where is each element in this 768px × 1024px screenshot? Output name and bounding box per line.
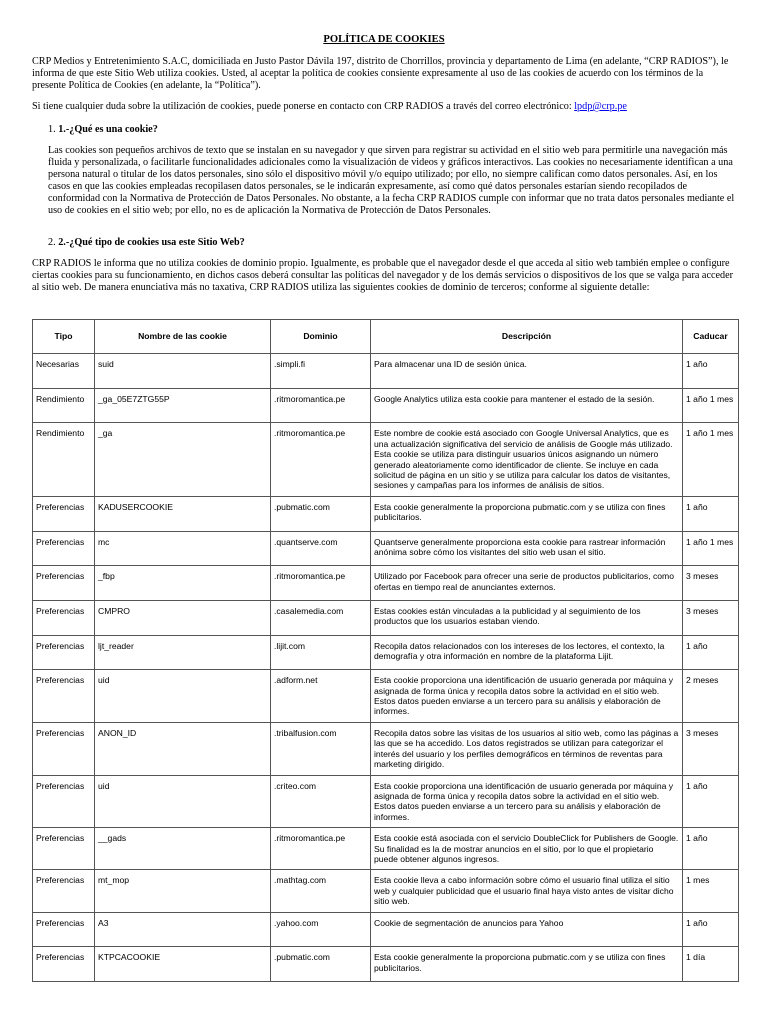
cell-dominio: .ritmoromantica.pe	[271, 423, 371, 496]
table-row	[33, 870, 739, 912]
cell-descripcion: Este nombre de cookie está asociado con Google Universal Analytics, que es una actualización significativa del servicio de análisis de Google más utilizado. Esta cookie se utiliza para distinguir usuarios únicos asignando un número generado aleatoriamente como identificador de cliente. Se incluye en cada solicitud de página en un sitio y se utiliza para calcular los datos de visitantes, sesiones y campañas para los informes de análisis de sitios.	[371, 423, 683, 496]
cell-dominio: .yahoo.com	[271, 912, 371, 947]
page-title: POLÍTICA DE COOKIES	[323, 34, 445, 45]
cell-caducar: 1 año 1 mes	[683, 423, 739, 496]
header-nombre: Nombre de las cookie	[95, 320, 271, 354]
cell-tipo: Preferencias	[33, 496, 95, 531]
cell-dominio: .pubmatic.com	[271, 496, 371, 531]
cell-nombre: ANON_ID	[95, 722, 271, 775]
cell-descripcion: Para almacenar una ID de sesión única.	[371, 354, 683, 389]
cell-tipo: Preferencias	[33, 670, 95, 723]
contact-email-link[interactable]: lpdp@crp.pe	[574, 101, 627, 112]
cell-nombre: __gads	[95, 828, 271, 870]
table-row	[33, 670, 739, 723]
table-row	[33, 496, 739, 531]
cell-nombre: KTPCACOOKIE	[95, 947, 271, 982]
cell-descripcion: Recopila datos relacionados con los intereses de los lectores, el contexto, la demografía y otra información en nombre de la plataforma Lijit.	[371, 635, 683, 670]
table-row	[33, 531, 739, 566]
section-1-title: 1.-¿Qué es una cookie?	[58, 124, 158, 135]
cell-caducar: 1 año	[683, 828, 739, 870]
cell-nombre: KADUSERCOOKIE	[95, 496, 271, 531]
cell-caducar: 3 meses	[683, 722, 739, 775]
cell-nombre: _ga	[95, 423, 271, 496]
table-row	[33, 828, 739, 870]
table-row	[33, 722, 739, 775]
cell-nombre: suid	[95, 354, 271, 389]
cell-nombre: mt_mop	[95, 870, 271, 912]
table-body	[33, 354, 739, 982]
table-row	[33, 423, 739, 496]
cell-caducar: 1 año	[683, 354, 739, 389]
cell-dominio: .criteo.com	[271, 775, 371, 828]
cell-descripcion: Esta cookie proporciona una identificación de usuario generada por máquina y asignada de forma única y recopila datos sobre la actividad en el sitio web. Estos datos pueden enviarse a un tercero para su análisis y elaboración de informes.	[371, 670, 683, 723]
section-2-body: CRP RADIOS le informa que no utiliza cookies de dominio propio. Igualmente, es probable que el navegador desde el que acceda al sitio web también emplee o configure ciertas cookies para su funcionamiento, en dichos casos deberá consultar las políticas del navegador y de los demás servicios o dispositivos de los que se valga para acceder al sitio web. De manera enunciativa más no taxativa, CRP RADIOS utiliza las siguientes cookies de dominio de terceros; conforme al siguiente detalle:	[32, 258, 734, 294]
intro-paragraph: CRP Medios y Entretenimiento S.A.C, domiciliada en Justo Pastor Dávila 197, distrito de Chorrillos, provincia y departamento de Lima (en adelante, “CRP RADIOS”), le informa de que este Sitio Web utiliza cookies. Usted, al aceptar la política de cookies consiente expresamente al uso de las cookies de acuerdo con los términos de la presente Política de Cookies (en adelante, la “Política”).	[32, 56, 729, 92]
cell-nombre: _fbp	[95, 566, 271, 601]
table-row	[33, 388, 739, 423]
cell-descripcion: Recopila datos sobre las visitas de los usuarios al sitio web, como las páginas a las que se ha accedido. Los datos registrados se utilizan para categorizar el interés del usuario y los perfiles demográficos en términos de reventas para marketing dirigido.	[371, 722, 683, 775]
cell-nombre: uid	[95, 775, 271, 828]
cell-descripcion: Esta cookie lleva a cabo información sobre cómo el usuario final utiliza el sitio web y cualquier publicidad que el usuario final haya visto antes de visitar dicho sitio web.	[371, 870, 683, 912]
cell-descripcion: Esta cookie proporciona una identificación de usuario generada por máquina y asignada de forma única y recopila datos sobre la actividad en el sitio web. Estos datos pueden enviarse a un tercero para su análisis y elaboración de informes.	[371, 775, 683, 828]
cell-caducar: 1 año	[683, 912, 739, 947]
section-1-body: Las cookies son pequeños archivos de texto que se instalan en su navegador y que sirven para registrar su actividad en el sitio web para permitirle una navegación más fluida y personalizada, o facilitarle funcionalidades adicionales como la visualización de videos y gráficos interactivos. Las cookies no necesariamente identifican a una persona natural o titular de los datos personales, sino sólo el dispositivo móvil y/o equipo utilizado; por ello, no siempre califican como datos personales. Así, en los casos en que las cookies empleadas recopilasen datos personales, se le indicarán expresamente, así como qué datos personales estarían siendo recopilados de conformidad con la Normativa de Protección de Datos Personales. No obstante, a la fecha CRP RADIOS cumple con informar que no trata datos personales mediante el uso de cookies en el sitio web; por ello, no es de aplicación la Normativa de Protección de Datos Personales.	[48, 145, 735, 217]
table-row	[33, 600, 739, 635]
cell-tipo: Preferencias	[33, 600, 95, 635]
cell-dominio: .mathtag.com	[271, 870, 371, 912]
cell-tipo: Preferencias	[33, 566, 95, 601]
cell-tipo: Preferencias	[33, 828, 95, 870]
cell-dominio: .lijit.com	[271, 635, 371, 670]
cell-caducar: 1 año 1 mes	[683, 531, 739, 566]
cell-caducar: 1 año 1 mes	[683, 388, 739, 423]
table-row	[33, 912, 739, 947]
header-descripcion: Descripción	[371, 320, 683, 354]
cell-tipo: Rendimiento	[33, 388, 95, 423]
table-row	[33, 354, 739, 389]
cell-dominio: .quantserve.com	[271, 531, 371, 566]
cell-descripcion: Esta cookie generalmente la proporciona pubmatic.com y se utiliza con fines publicitarios.	[371, 947, 683, 982]
cell-tipo: Rendimiento	[33, 423, 95, 496]
cell-dominio: .pubmatic.com	[271, 947, 371, 982]
cell-dominio: .simpli.fi	[271, 354, 371, 389]
section-2-heading	[48, 237, 245, 249]
section-1-heading	[48, 124, 158, 136]
cell-caducar: 3 meses	[683, 600, 739, 635]
cell-dominio: .adform.net	[271, 670, 371, 723]
cell-nombre: _ga_05E7ZTG55P	[95, 388, 271, 423]
cookies-table	[32, 319, 739, 982]
table-row	[33, 775, 739, 828]
cell-descripcion: Estas cookies están vinculadas a la publicidad y al seguimiento de los productos que los usuarios estaban viendo.	[371, 600, 683, 635]
table-header-row	[33, 320, 739, 354]
cell-caducar: 1 año	[683, 635, 739, 670]
cell-tipo: Preferencias	[33, 722, 95, 775]
contact-text: Si tiene cualquier duda sobre la utilización de cookies, puede ponerse en contacto con CRP RADIOS a través del correo electrónico:	[32, 101, 575, 112]
section-1-number: 1.	[48, 124, 56, 135]
cell-dominio: .casalemedia.com	[271, 600, 371, 635]
cell-nombre: CMPRO	[95, 600, 271, 635]
cell-dominio: .tribalfusion.com	[271, 722, 371, 775]
cell-dominio: .ritmoromantica.pe	[271, 566, 371, 601]
cell-dominio: .ritmoromantica.pe	[271, 388, 371, 423]
cell-tipo: Necesarias	[33, 354, 95, 389]
cell-nombre: uid	[95, 670, 271, 723]
cell-descripcion: Utilizado por Facebook para ofrecer una serie de productos publicitarios, como ofertas en tiempo real de anunciantes externos.	[371, 566, 683, 601]
cell-caducar: 3 meses	[683, 566, 739, 601]
table-row	[33, 947, 739, 982]
cell-caducar: 1 mes	[683, 870, 739, 912]
cell-nombre: mc	[95, 531, 271, 566]
cell-tipo: Preferencias	[33, 635, 95, 670]
cell-caducar: 1 año	[683, 775, 739, 828]
cell-descripcion: Quantserve generalmente proporciona esta cookie para rastrear información anónima sobre cómo los visitantes del sitio web usan el sitio.	[371, 531, 683, 566]
header-dominio: Dominio	[271, 320, 371, 354]
cell-descripcion: Esta cookie generalmente la proporciona pubmatic.com y se utiliza con fines publicitarios.	[371, 496, 683, 531]
cell-caducar: 2 meses	[683, 670, 739, 723]
cell-nombre: ljt_reader	[95, 635, 271, 670]
contact-paragraph	[32, 101, 738, 113]
cell-descripcion: Esta cookie está asociada con el servicio DoubleClick for Publishers de Google. Su finalidad es la de mostrar anuncios en el sitio, por lo que el propietario puede obtener algunos ingresos.	[371, 828, 683, 870]
cell-caducar: 1 año	[683, 496, 739, 531]
cell-tipo: Preferencias	[33, 947, 95, 982]
header-tipo: Tipo	[33, 320, 95, 354]
cell-descripcion: Google Analytics utiliza esta cookie para mantener el estado de la sesión.	[371, 388, 683, 423]
cell-tipo: Preferencias	[33, 775, 95, 828]
cell-caducar: 1 día	[683, 947, 739, 982]
cell-dominio: .ritmoromantica.pe	[271, 828, 371, 870]
cell-tipo: Preferencias	[33, 870, 95, 912]
cell-nombre: A3	[95, 912, 271, 947]
section-2-title: 2.-¿Qué tipo de cookies usa este Sitio Web?	[58, 237, 245, 248]
cell-descripcion: Cookie de segmentación de anuncios para Yahoo	[371, 912, 683, 947]
table-row	[33, 566, 739, 601]
cell-tipo: Preferencias	[33, 531, 95, 566]
table-row	[33, 635, 739, 670]
section-2-number: 2.	[48, 237, 56, 248]
header-caducar: Caducar	[683, 320, 739, 354]
cell-tipo: Preferencias	[33, 912, 95, 947]
